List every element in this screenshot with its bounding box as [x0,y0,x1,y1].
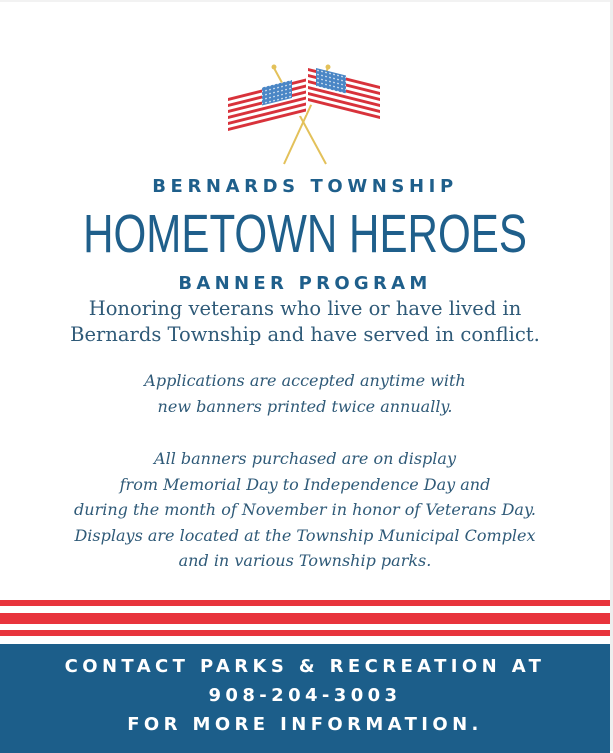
red-stripe [0,613,610,624]
flag-right [308,66,380,122]
intro-text [0,296,610,348]
contact-footer [0,644,610,753]
flag-left [228,77,306,134]
display-line: and in various Township parks. [178,551,432,570]
contact-line: CONTACT PARKS & RECREATION AT [64,656,546,677]
applications-line: new banners printed twice annually. [157,396,453,416]
display-line: during the month of November in honor of Veterans Day. [74,500,536,519]
organization-name: BERNARDS TOWNSHIP [152,176,458,197]
crossed-american-flags-icon [222,62,392,170]
intro-line: Bernards Township and have served in conflict. [70,323,540,346]
intro-line: Honoring veterans who live or have lived in [88,297,522,320]
display-line: All banners purchased are on display [154,449,456,468]
phone-number: 908-204-3003 [208,685,402,706]
applications-text [0,368,610,419]
display-text [0,446,610,574]
display-line: from Memorial Day to Independence Day and [119,474,491,494]
red-stripe [0,600,610,606]
program-subtitle: BANNER PROGRAM [178,273,432,294]
red-stripe [0,630,610,636]
applications-line: Applications are accepted anytime with [144,371,466,390]
page-title: HOMETOWN HEROES [83,204,527,264]
more-info-line: FOR MORE INFORMATION. [127,714,483,735]
display-line: Displays are located at the Township Municipal Complex [74,525,536,545]
